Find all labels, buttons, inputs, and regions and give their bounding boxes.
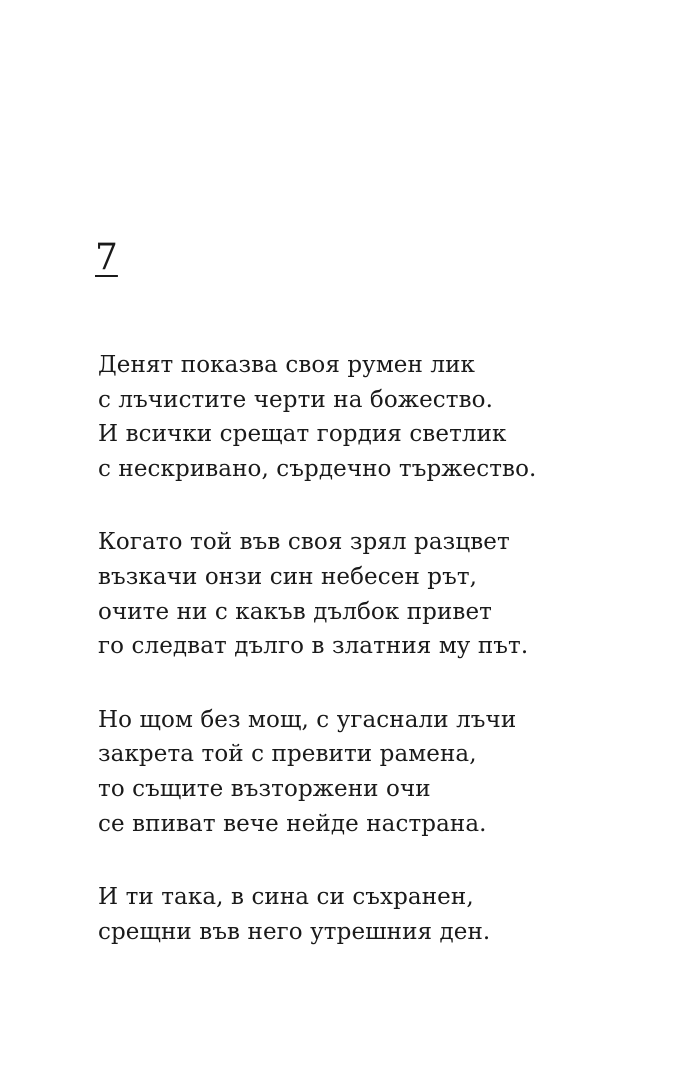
poem-line: с нескривано, сърдечно тържество. — [98, 455, 537, 482]
stanza-divider — [98, 486, 678, 525]
poem-line: Денят показва своя румен лик — [98, 352, 475, 378]
stanza-1 — [98, 348, 678, 486]
poem-line: Но щом без мощ, с угаснали лъчи — [98, 706, 517, 733]
stanza-2 — [98, 525, 678, 663]
poem-line: закрета той с превити рамена, — [98, 741, 477, 768]
poem-line: то същите възторжени очи — [98, 775, 431, 802]
poem-line: срещни във него утрешния ден. — [98, 918, 491, 945]
sonnet-number: 7 — [95, 237, 118, 278]
poem-line: И ти така, в сина си съхранен, — [98, 884, 474, 911]
poem-line: очите ни с какъв дълбок привет — [98, 598, 492, 625]
stanza-4 — [98, 880, 678, 949]
poem-body — [98, 348, 678, 949]
poem-line: И всички срещат гордия светлик — [98, 421, 507, 448]
poem-line: го следват дълго в златния му път. — [98, 633, 529, 660]
poem-line: възкачи онзи син небесен рът, — [98, 563, 478, 590]
poem-line: с лъчистите черти на божество. — [98, 386, 493, 413]
poem-line: се впиват вече нейде настрана. — [98, 810, 487, 837]
poem-line: Когато той във своя зрял разцвет — [98, 529, 510, 556]
stanza-3 — [98, 703, 678, 841]
stanza-divider — [98, 664, 678, 703]
stanza-divider — [98, 841, 678, 880]
